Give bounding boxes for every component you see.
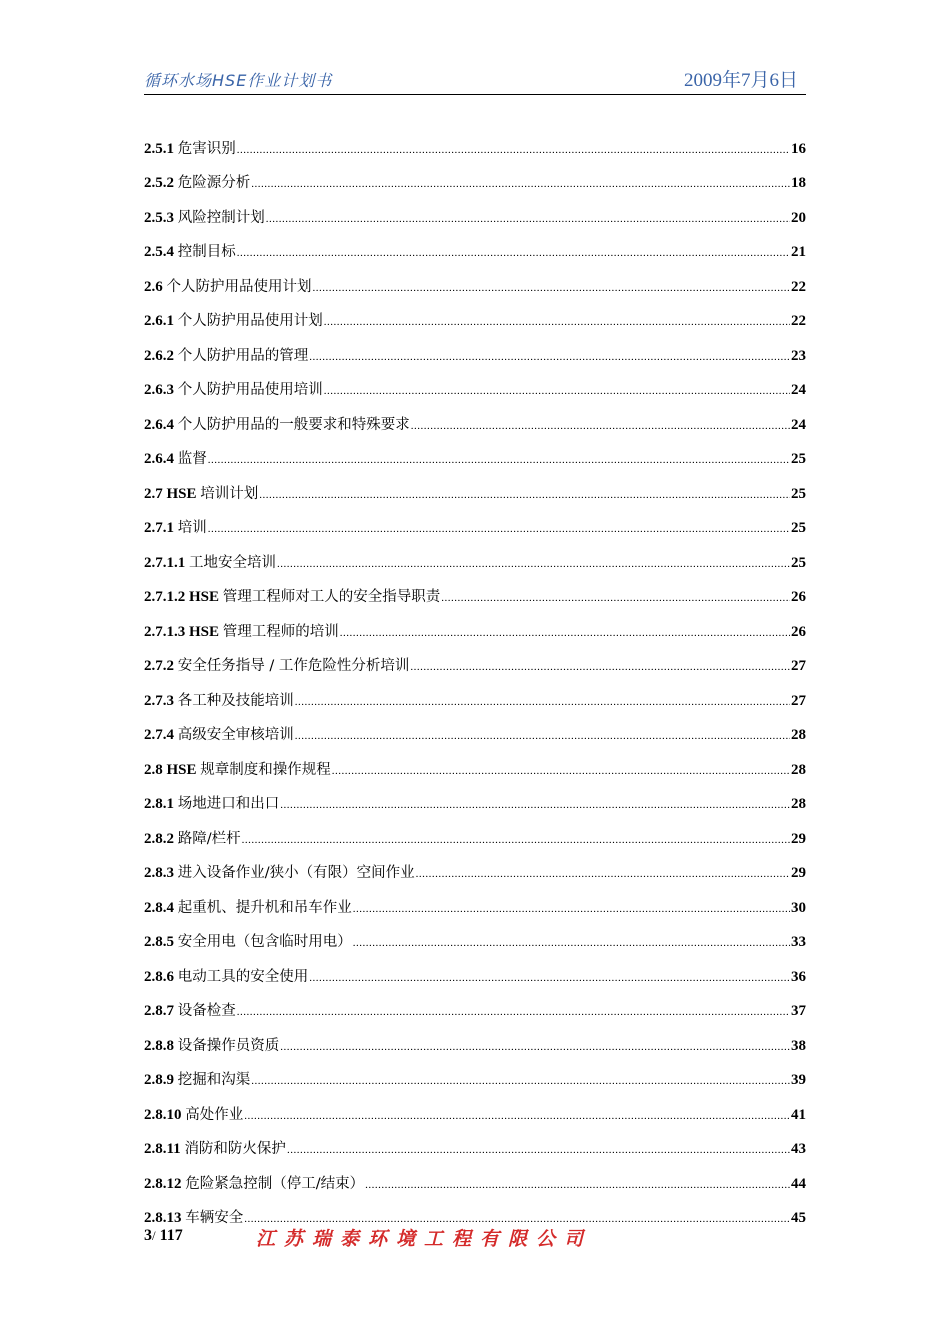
- toc-entry-title: 起重机、提升机和吊车作业: [177, 899, 352, 916]
- toc-entry-number: 2.6.2: [144, 347, 174, 364]
- toc-entry-number: 2.8.1: [144, 796, 174, 812]
- toc-dot-leader: [324, 315, 790, 330]
- toc-entry-title: 各工种及技能培训: [177, 692, 294, 709]
- toc-entry[interactable]: [144, 572, 806, 607]
- toc-dot-leader: [208, 453, 790, 468]
- toc-entry-number: 2.8.9: [144, 1072, 174, 1088]
- toc-dot-leader: [324, 384, 790, 399]
- company-name: 江苏瑞泰环境工程有限公司: [256, 1228, 593, 1250]
- toc-entry-title: 规章制度和操作规程: [200, 761, 331, 778]
- toc-entry[interactable]: [144, 1158, 806, 1193]
- toc-dot-leader: [287, 1143, 790, 1158]
- toc-dot-leader: [251, 1074, 790, 1089]
- toc-entry-number: 2.7.1.2 HSE: [144, 589, 220, 605]
- toc-dot-leader: [280, 798, 790, 813]
- toc-entry-page: 30: [791, 899, 806, 916]
- toc-entry-title: 个人防护用品使用培训: [177, 382, 323, 398]
- toc-entry-page: 28: [791, 796, 806, 812]
- page-footer: [144, 1224, 806, 1250]
- toc-entry-page: 41: [791, 1106, 806, 1123]
- toc-dot-leader: [237, 143, 790, 158]
- toc-entry-number: 2.7.1.3 HSE: [144, 623, 220, 640]
- toc-entry-number: 2.7.3: [144, 692, 174, 709]
- toc-dot-leader: [353, 902, 790, 917]
- toc-entry-page: 25: [791, 554, 806, 571]
- toc-entry[interactable]: [144, 744, 806, 779]
- toc-entry-title: 进入设备作业/狭小（有限）空间作业: [177, 865, 415, 881]
- toc-entry-page: 25: [791, 451, 806, 467]
- toc-entry[interactable]: [144, 192, 806, 227]
- toc-entry-title: 个人防护用品使用计划: [177, 313, 323, 329]
- toc-entry-page: 36: [791, 968, 806, 985]
- toc-entry-title: 高级安全审核培训: [177, 727, 294, 743]
- toc-entry-number: 2.8.6: [144, 968, 174, 985]
- toc-entry-number: 2.6.4: [144, 451, 174, 467]
- toc-entry[interactable]: [144, 537, 806, 572]
- toc-entry-page: 27: [791, 658, 806, 674]
- toc-dot-leader: [309, 971, 790, 986]
- toc-dot-leader: [416, 867, 790, 882]
- toc-entry-page: 22: [791, 313, 806, 329]
- toc-entry-number: 2.6: [144, 278, 163, 295]
- toc-entry[interactable]: [144, 675, 806, 710]
- toc-entry-page: 26: [791, 623, 806, 640]
- toc-entry-page: 16: [791, 140, 806, 157]
- toc-entry-page: 27: [791, 692, 806, 709]
- toc-entry[interactable]: [144, 813, 806, 848]
- toc-entry-page: 29: [791, 830, 806, 847]
- toc-dot-leader: [340, 626, 790, 641]
- toc-entry-title: 培训计划: [200, 485, 259, 502]
- toc-entry-page: 21: [791, 244, 806, 260]
- toc-dot-leader: [353, 936, 790, 951]
- toc-dot-leader: [411, 419, 790, 434]
- toc-entry-number: 2.7.4: [144, 727, 174, 743]
- toc-dot-leader: [280, 1040, 790, 1055]
- toc-dot-leader: [295, 695, 790, 710]
- page-current: 3: [144, 1227, 152, 1244]
- toc-entry-number: 2.7 HSE: [144, 485, 197, 502]
- toc-entry[interactable]: [144, 710, 806, 745]
- toc-entry-title: 安全任务指导 / 工作危险性分析培训: [177, 658, 410, 674]
- toc-entry[interactable]: [144, 1124, 806, 1159]
- toc-dot-leader: [309, 350, 790, 365]
- toc-entry-page: 26: [791, 589, 806, 605]
- toc-entry-number: 2.8.7: [144, 1003, 174, 1019]
- toc-dot-leader: [259, 488, 790, 503]
- toc-entry-title: 危险源分析: [177, 175, 251, 191]
- page-total: 117: [159, 1227, 183, 1244]
- toc-entry[interactable]: [144, 882, 806, 917]
- toc-entry-title: 工地安全培训: [189, 554, 276, 571]
- toc-entry[interactable]: [144, 986, 806, 1021]
- page-number: [144, 1227, 183, 1245]
- toc-dot-leader: [242, 833, 790, 848]
- toc-entry-page: 22: [791, 278, 806, 295]
- toc-entry-page: 44: [791, 1175, 806, 1192]
- toc-entry[interactable]: [144, 158, 806, 193]
- toc-entry-title: 危害识别: [177, 140, 236, 157]
- toc-entry[interactable]: [144, 917, 806, 952]
- toc-entry-page: 24: [791, 382, 806, 398]
- toc-entry-number: 2.8.12: [144, 1175, 182, 1192]
- toc-entry-number: 2.7.1: [144, 520, 174, 536]
- toc-entry-page: 33: [791, 934, 806, 950]
- toc-entry[interactable]: [144, 951, 806, 986]
- toc-dot-leader: [266, 212, 790, 227]
- toc-entry-number: 2.5.3: [144, 209, 174, 226]
- toc-dot-leader: [237, 1005, 790, 1020]
- toc-dot-leader: [295, 729, 790, 744]
- toc-entry[interactable]: [144, 1020, 806, 1055]
- toc-dot-leader: [441, 591, 790, 606]
- document-date: 2009年7月6日: [683, 70, 798, 91]
- toc-entry-number: 2.8.3: [144, 865, 174, 881]
- toc-entry-title: 路障/栏杆: [177, 830, 241, 847]
- toc-dot-leader: [244, 1109, 790, 1124]
- toc-entry-number: 2.7.2: [144, 658, 174, 674]
- toc-entry-page: 37: [791, 1003, 806, 1019]
- toc-entry[interactable]: [144, 848, 806, 883]
- toc-dot-leader: [332, 764, 790, 779]
- toc-entry-title: 高处作业: [185, 1106, 244, 1123]
- toc-entry[interactable]: [144, 296, 806, 331]
- toc-entry[interactable]: [144, 330, 806, 365]
- toc-entry[interactable]: [144, 1089, 806, 1124]
- toc-dot-leader: [313, 281, 791, 296]
- toc-entry-page: 18: [791, 175, 806, 191]
- toc-entry-page: 20: [791, 209, 806, 226]
- toc-entry-title: 管理工程师的培训: [222, 623, 339, 640]
- toc-entry-number: 2.6.4: [144, 416, 174, 433]
- toc-entry-number: 2.8.11: [144, 1141, 181, 1157]
- toc-entry-title: 风险控制计划: [177, 209, 265, 226]
- toc-entry[interactable]: [144, 606, 806, 641]
- toc-entry-title: 设备操作员资质: [177, 1037, 280, 1054]
- toc-entry[interactable]: [144, 468, 806, 503]
- toc-entry-number: 2.5.2: [144, 175, 174, 191]
- toc-dot-leader: [237, 246, 790, 261]
- toc-entry[interactable]: [144, 503, 806, 538]
- toc-entry[interactable]: [144, 779, 806, 814]
- toc-entry-title: 挖掘和沟渠: [177, 1072, 251, 1088]
- toc-entry-title: 管理工程师对工人的安全指导职责: [222, 589, 441, 605]
- toc-entry[interactable]: [144, 261, 806, 296]
- toc-entry[interactable]: [144, 365, 806, 400]
- toc-entry[interactable]: [144, 227, 806, 262]
- toc-entry-number: 2.8.13: [144, 1210, 182, 1226]
- toc-entry-title: 危险紧急控制（停工/结束）: [185, 1175, 365, 1192]
- toc-entry[interactable]: [144, 123, 806, 158]
- toc-entry-page: 45: [791, 1210, 806, 1226]
- toc-entry-title: 个人防护用品的一般要求和特殊要求: [177, 416, 410, 433]
- toc-dot-leader: [410, 660, 790, 675]
- toc-entry-number: 2.7.1.1: [144, 554, 186, 571]
- toc-entry-number: 2.8.8: [144, 1037, 174, 1054]
- toc-entry-page: 25: [791, 485, 806, 502]
- toc-entry-title: 场地进口和出口: [177, 796, 280, 812]
- document-title: 循环水场HSE作业计划书: [144, 71, 333, 90]
- toc-entry-page: 38: [791, 1037, 806, 1054]
- toc-entry-title: 安全用电（包含临时用电）: [177, 934, 352, 950]
- toc-entry-page: 24: [791, 416, 806, 433]
- toc-entry-title: 个人防护用品使用计划: [166, 278, 312, 295]
- toc-entry-page: 28: [791, 727, 806, 743]
- toc-entry-number: 2.8.5: [144, 934, 174, 950]
- toc-entry-title: 电动工具的安全使用: [177, 968, 309, 985]
- toc-entry-page: 28: [791, 761, 806, 778]
- toc-entry[interactable]: [144, 434, 806, 469]
- toc-dot-leader: [208, 522, 790, 537]
- toc-entry-number: 2.5.1: [144, 140, 174, 157]
- toc-entry-page: 25: [791, 520, 806, 536]
- toc-entry-page: 43: [791, 1141, 806, 1157]
- toc-entry-title: 控制目标: [177, 244, 236, 260]
- toc-entry-title: 个人防护用品的管理: [177, 347, 309, 364]
- toc-entry-title: 车辆安全: [185, 1210, 244, 1226]
- toc-entry-page: 29: [791, 865, 806, 881]
- toc-dot-leader: [277, 557, 790, 572]
- toc-entry-number: 2.8 HSE: [144, 761, 197, 778]
- toc-entry-number: 2.5.4: [144, 244, 174, 260]
- toc-entry[interactable]: [144, 641, 806, 676]
- toc-entry-number: 2.8.4: [144, 899, 174, 916]
- toc-entry[interactable]: [144, 1193, 806, 1228]
- toc-entry-title: 培训: [177, 520, 207, 536]
- toc-entry-title: 消防和防火保护: [184, 1141, 286, 1157]
- toc-entry-number: 2.8.2: [144, 830, 174, 847]
- toc-entry-number: 2.8.10: [144, 1106, 182, 1123]
- toc-entry-title: 监督: [177, 451, 207, 467]
- toc-entry-number: 2.6.3: [144, 382, 174, 398]
- toc-entry-page: 39: [791, 1072, 806, 1088]
- table-of-contents: [144, 123, 806, 1227]
- toc-dot-leader: [365, 1178, 790, 1193]
- toc-entry-title: 设备检查: [177, 1003, 236, 1019]
- toc-dot-leader: [251, 177, 790, 192]
- toc-entry-number: 2.6.1: [144, 313, 174, 329]
- page-separator: /: [152, 1228, 156, 1243]
- toc-entry[interactable]: [144, 399, 806, 434]
- page-header: [144, 64, 806, 95]
- toc-entry-page: 23: [791, 347, 806, 364]
- toc-entry[interactable]: [144, 1055, 806, 1090]
